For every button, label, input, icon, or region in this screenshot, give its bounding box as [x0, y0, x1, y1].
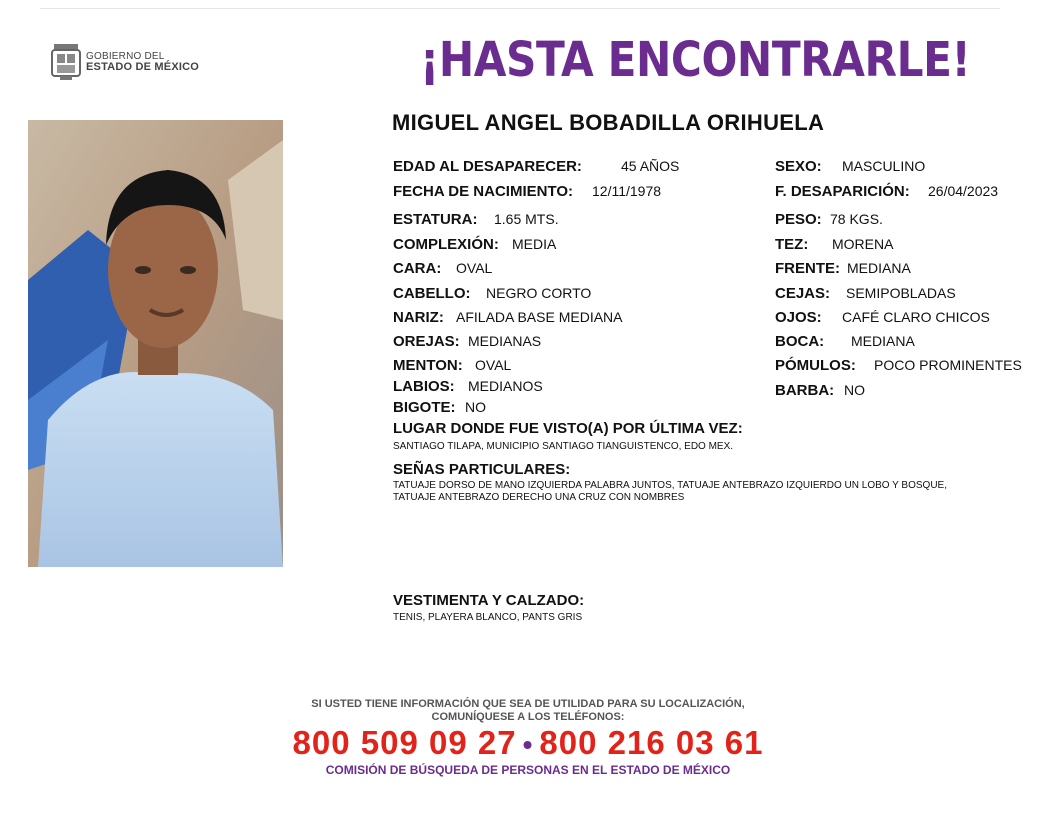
- field-disappearance-date: [775, 183, 999, 200]
- field-label: NARIZ:: [393, 309, 444, 326]
- field-complexion: [775, 236, 894, 253]
- field-value: OVAL: [456, 260, 493, 276]
- field-mouth: [775, 333, 915, 350]
- marks-line2: TATUAJE ANTEBRAZO DERECHO UNA CRUZ CON NOMBRES: [393, 492, 685, 503]
- info-line1: SI USTED TIENE INFORMACIÓN QUE SEA DE UTILIDAD PARA SU LOCALIZACIÓN,: [311, 698, 745, 710]
- field-cheekbones: [775, 357, 1022, 374]
- field-height: [393, 211, 559, 228]
- field-lips: [393, 378, 543, 395]
- field-beard: [775, 382, 865, 399]
- field-nose: [393, 309, 623, 326]
- field-eyes: [775, 309, 990, 326]
- logo-line2: ESTADO DE MÉXICO: [86, 61, 200, 73]
- field-age: [393, 158, 680, 175]
- field-label: CARA:: [393, 260, 442, 277]
- field-value: CAFÉ CLARO CHICOS: [842, 309, 990, 325]
- field-label: BARBA:: [775, 382, 835, 399]
- marks-title: SEÑAS PARTICULARES:: [393, 461, 571, 478]
- field-label: SEXO:: [775, 158, 822, 175]
- field-value: OVAL: [475, 357, 512, 373]
- clothing-text: TENIS, PLAYERA BLANCO, PANTS GRIS: [393, 612, 583, 623]
- field-label: BIGOTE:: [393, 399, 456, 416]
- field-forehead: [775, 260, 911, 277]
- phone-2[interactable]: 800 216 03 61: [539, 724, 764, 761]
- field-label: CABELLO:: [393, 285, 471, 302]
- field-label: BOCA:: [775, 333, 825, 350]
- field-label: CEJAS:: [775, 285, 831, 302]
- field-value: 78 KGS.: [830, 211, 883, 227]
- field-value: MEDIA: [512, 236, 557, 252]
- field-value: NEGRO CORTO: [486, 285, 592, 301]
- commission-name: COMISIÓN DE BÚSQUEDA DE PERSONAS EN EL ESTADO DE MÉXICO: [325, 763, 731, 777]
- state-seal-icon: [50, 42, 82, 82]
- field-weight: [775, 211, 883, 228]
- logo-line1: GOBIERNO DEL: [86, 51, 165, 62]
- field-label: LABIOS:: [393, 378, 455, 395]
- field-value: AFILADA BASE MEDIANA: [456, 309, 623, 325]
- field-label: OJOS:: [775, 309, 822, 326]
- field-birth-date: [393, 183, 662, 200]
- last-seen-title: LUGAR DONDE FUE VISTO(A) POR ÚLTIMA VEZ:: [393, 420, 743, 437]
- field-eyebrows: [775, 285, 956, 302]
- marks-line1: TATUAJE DORSO DE MANO IZQUIERDA PALABRA JUNTOS, TATUAJE ANTEBRAZO IZQUIERDO UN LOBO Y BOSQUE,: [393, 480, 947, 491]
- field-label: TEZ:: [775, 236, 809, 253]
- field-value: 26/04/2023: [928, 183, 999, 199]
- field-value: MEDIANOS: [468, 378, 543, 394]
- field-value: MASCULINO: [842, 158, 926, 174]
- field-label: F. DESAPARICIÓN:: [775, 183, 910, 200]
- field-label: FECHA DE NACIMIENTO:: [393, 183, 573, 200]
- phone-numbers: [0, 724, 1056, 762]
- government-logo: [50, 42, 199, 82]
- field-label: PESO:: [775, 211, 822, 228]
- top-divider: [40, 8, 1000, 9]
- person-name: MIGUEL ANGEL BOBADILLA ORIHUELA: [392, 110, 825, 135]
- phone-1[interactable]: 800 509 09 27: [292, 724, 517, 761]
- field-value: MORENA: [832, 236, 894, 252]
- headline: ¡HASTA ENCONTRARLE!: [420, 32, 971, 88]
- field-label: OREJAS:: [393, 333, 460, 350]
- clothing-title: VESTIMENTA Y CALZADO:: [393, 592, 585, 609]
- field-face: [393, 260, 493, 277]
- field-mustache: [393, 399, 486, 416]
- field-hair: [393, 285, 592, 302]
- field-chin: [393, 357, 512, 374]
- field-value: MEDIANAS: [468, 333, 542, 349]
- field-value: 45 AÑOS: [621, 158, 680, 174]
- field-label: MENTON:: [393, 357, 463, 374]
- field-build: [393, 236, 557, 253]
- person-photo: [28, 120, 283, 567]
- field-value: MEDIANA: [851, 333, 915, 349]
- field-value: NO: [844, 382, 865, 398]
- field-value: POCO PROMINENTES: [874, 357, 1022, 373]
- field-label: PÓMULOS:: [775, 357, 856, 374]
- field-sex: [775, 158, 926, 175]
- last-seen-text: SANTIAGO TILAPA, MUNICIPIO SANTIAGO TIANGUISTENCO, EDO MEX.: [393, 441, 734, 452]
- field-label: ESTATURA:: [393, 211, 478, 228]
- field-value: 1.65 MTS.: [494, 211, 559, 227]
- field-label: COMPLEXIÓN:: [393, 236, 499, 253]
- field-label: EDAD AL DESAPARECER:: [393, 158, 582, 175]
- info-line2: COMUNÍQUESE A LOS TELÉFONOS:: [431, 711, 625, 723]
- field-ears: [393, 333, 542, 350]
- field-label: FRENTE:: [775, 260, 840, 277]
- field-value: 12/11/1978: [592, 183, 662, 199]
- field-value: MEDIANA: [847, 260, 911, 276]
- field-value: NO: [465, 399, 486, 415]
- field-value: SEMIPOBLADAS: [846, 285, 956, 301]
- separator-dot: •: [522, 729, 534, 760]
